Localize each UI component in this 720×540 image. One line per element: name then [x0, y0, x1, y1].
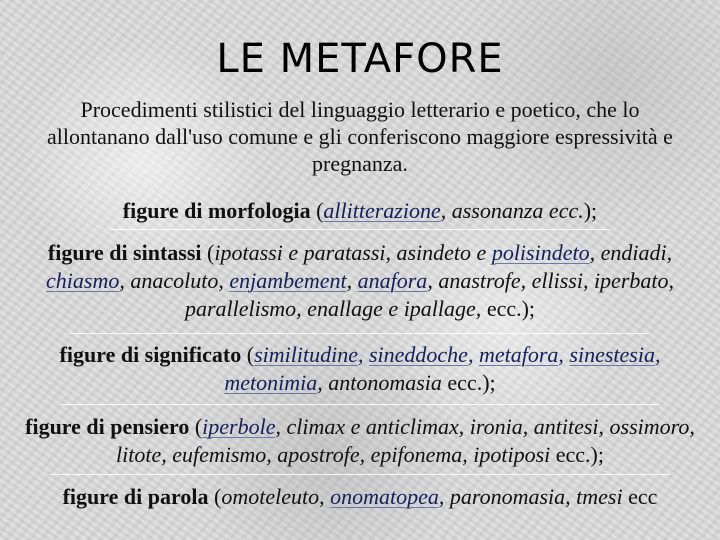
term-text: ,	[440, 198, 452, 223]
term-text: , anacoluto,	[119, 268, 230, 293]
paren-open: (	[208, 484, 222, 509]
figure-pensiero-item	[20, 413, 700, 469]
term-text: , paronomasia, tmesi	[438, 484, 623, 509]
divider	[50, 474, 670, 475]
term-link[interactable]: sinestesia	[569, 342, 655, 367]
figure-significato-item	[20, 341, 700, 397]
term-text: ,	[467, 342, 479, 367]
paren-close: ecc.);	[441, 370, 496, 395]
term-link[interactable]: polisindeto	[491, 240, 590, 265]
intro-paragraph: Procedimenti stilistici del linguaggio letterario e poetico, che lo allontanano dall'uso comune e gli conferiscono maggiore espressività e pregnanza.	[47, 97, 673, 176]
term-text: omoteleuto	[221, 484, 320, 509]
term-link[interactable]: iperbole	[202, 414, 276, 439]
term-text: ,	[558, 342, 570, 367]
term-link[interactable]: chiasmo	[46, 268, 120, 293]
term-link[interactable]: enjambement	[229, 268, 347, 293]
term-link[interactable]: allitterazione	[323, 198, 441, 223]
term-link[interactable]: sineddoche	[368, 342, 468, 367]
term-text: ,	[346, 268, 358, 293]
paren-open: (	[241, 342, 255, 367]
term-text: assonanza ecc.	[451, 198, 584, 223]
term-text: ,	[357, 342, 369, 367]
slide-title: LE METAFORE	[216, 36, 504, 82]
term-text: , endiadi,	[589, 240, 673, 265]
figure-morfologia-item	[20, 197, 700, 225]
item-label: figure di morfologia	[122, 198, 311, 223]
paren-close: );	[583, 198, 598, 223]
term-text: , climax e anticlimax, ironia, antitesi, ossimoro, litote, eufemismo, apostrofe, epifonema, ipotiposi	[116, 414, 695, 467]
term-link[interactable]: similitudine	[254, 342, 358, 367]
divider	[70, 333, 650, 334]
paren-open: (	[201, 240, 215, 265]
paren-open: (	[189, 414, 203, 439]
term-text: ipotassi e paratassi, asindeto e	[214, 240, 492, 265]
divider	[110, 229, 610, 230]
term-link[interactable]: metonimia	[224, 370, 318, 395]
item-label: figure di pensiero	[25, 414, 190, 439]
paren-open: (	[310, 198, 324, 223]
paren-close: ecc.);	[481, 296, 536, 321]
term-text: , antonomasia	[317, 370, 442, 395]
paren-close: ecc.);	[550, 442, 604, 467]
term-link[interactable]: anafora	[357, 268, 428, 293]
item-label: figure di significato	[59, 342, 242, 367]
term-text: , anastrofe, ellissi, iperbato, parallelismo, enallage e ipallage,	[184, 268, 674, 321]
item-label: figure di sintassi	[47, 240, 202, 265]
figure-sintassi-item	[20, 239, 700, 323]
figure-parola-item	[20, 483, 700, 511]
term-link[interactable]: metafora	[478, 342, 559, 367]
term-text: ,	[654, 342, 661, 367]
paren-close: ecc	[622, 484, 658, 509]
term-text: ,	[319, 484, 331, 509]
divider	[60, 404, 660, 405]
item-label: figure di parola	[62, 484, 209, 509]
term-link[interactable]: onomatopea	[330, 484, 439, 509]
